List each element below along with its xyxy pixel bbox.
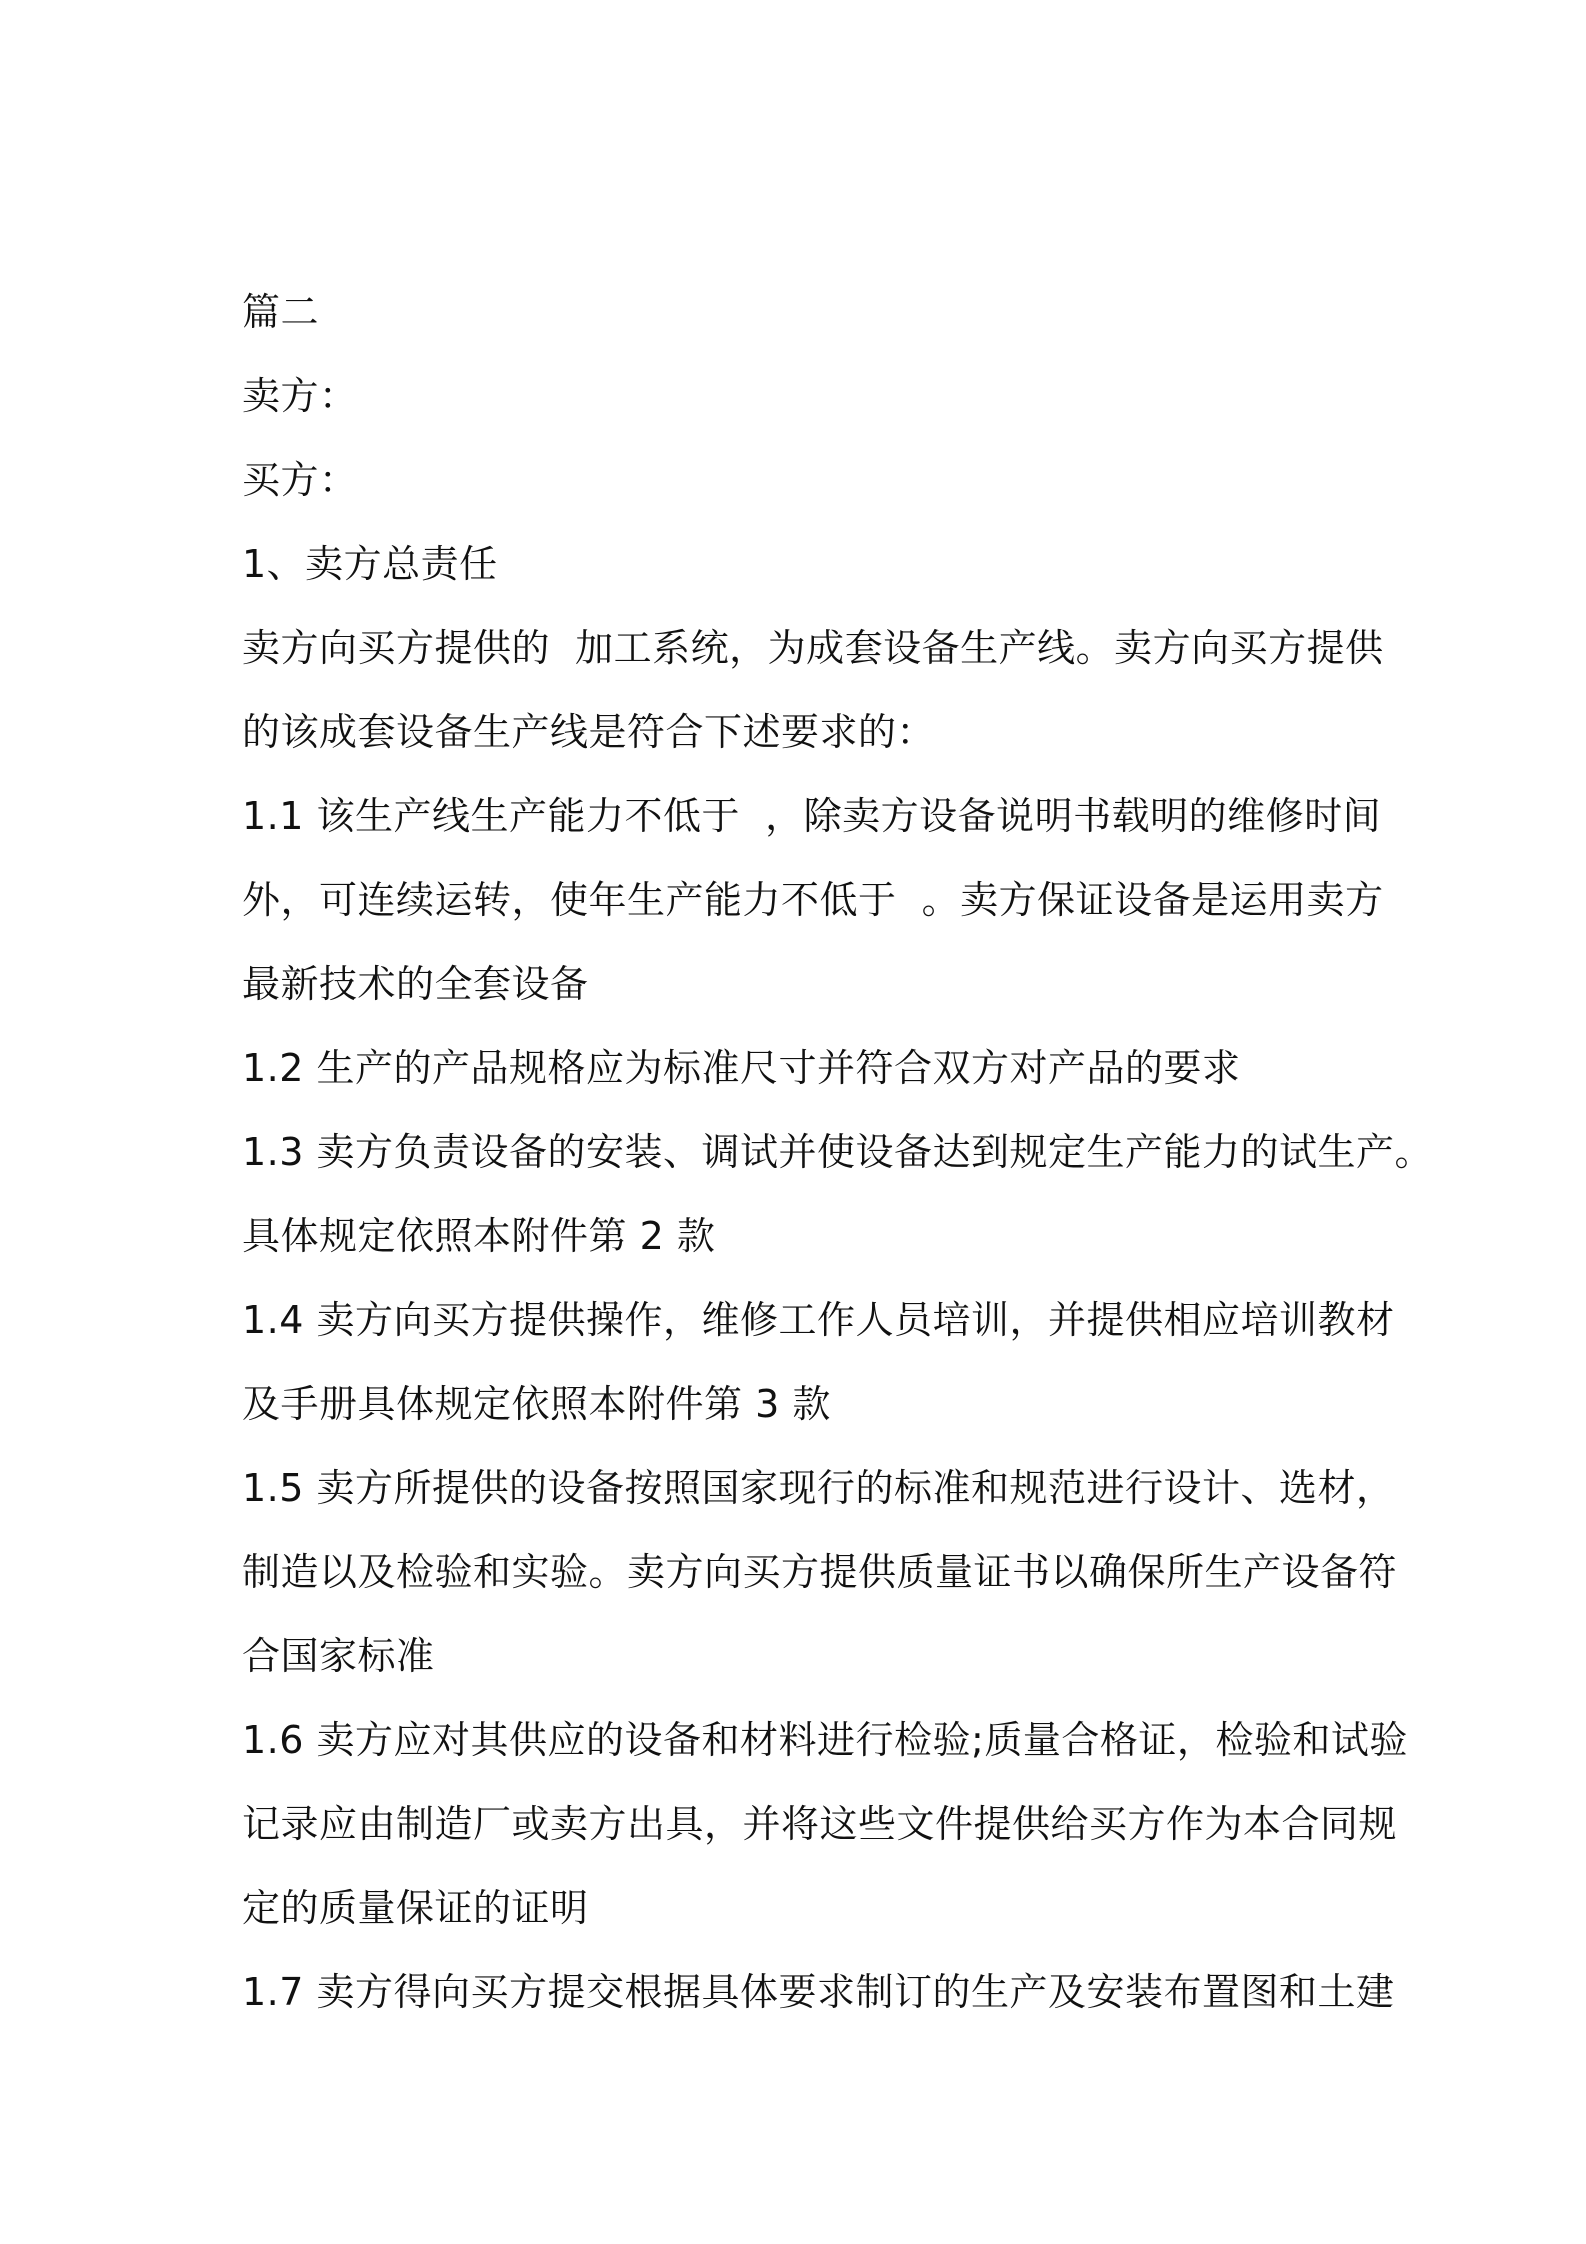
clause-1-3-line: 1.3 卖方负责设备的安装、调试并使设备达到规定生产能力的试生产。 <box>242 1130 1434 1174</box>
paragraph-line: 最新技术的全套设备 <box>242 962 589 1006</box>
clause-1-1-line: 1.1 该生产线生产能力不低于 ，除卖方设备说明书载明的维修时间 <box>242 794 1382 838</box>
clause-1-7-line: 1.7 卖方得向买方提交根据具体要求制订的生产及安装布置图和土建 <box>242 1970 1395 2014</box>
buyer-label: 买方： <box>242 458 358 502</box>
paragraph-line: 及手册具体规定依照本附件第 3 款 <box>242 1382 831 1426</box>
paragraph-line: 定的质量保证的证明 <box>242 1886 589 1930</box>
document-body <box>242 270 1434 2034</box>
clause-1-2-line: 1.2 生产的产品规格应为标准尺寸并符合双方对产品的要求 <box>242 1046 1241 1090</box>
clause-1-5-line: 1.5 卖方所提供的设备按照国家现行的标准和规范进行设计、选材， <box>242 1466 1395 1510</box>
paragraph-line: 外，可连续运转，使年生产能力不低于 。卖方保证设备是运用卖方 <box>242 878 1384 922</box>
paragraph-line: 制造以及检验和实验。卖方向买方提供质量证书以确保所生产设备符 <box>242 1550 1398 1594</box>
paragraph-line: 合国家标准 <box>242 1634 435 1678</box>
clause-1-6-line: 1.6 卖方应对其供应的设备和材料进行检验;质量合格证，检验和试验 <box>242 1718 1408 1762</box>
paragraph-line: 卖方向买方提供的 加工系统，为成套设备生产线。卖方向买方提供 <box>242 626 1384 670</box>
paragraph-line: 记录应由制造厂或卖方出具，并将这些文件提供给买方作为本合同规 <box>242 1802 1398 1846</box>
paragraph-line: 的该成套设备生产线是符合下述要求的： <box>242 710 936 754</box>
clause-1-4-line: 1.4 卖方向买方提供操作，维修工作人员培训，并提供相应培训教材 <box>242 1298 1395 1342</box>
section-title: 篇二 <box>242 290 320 334</box>
seller-label: 卖方： <box>242 374 358 418</box>
clause-heading: 1、卖方总责任 <box>242 542 498 586</box>
paragraph-line: 具体规定依照本附件第 2 款 <box>242 1214 716 1258</box>
